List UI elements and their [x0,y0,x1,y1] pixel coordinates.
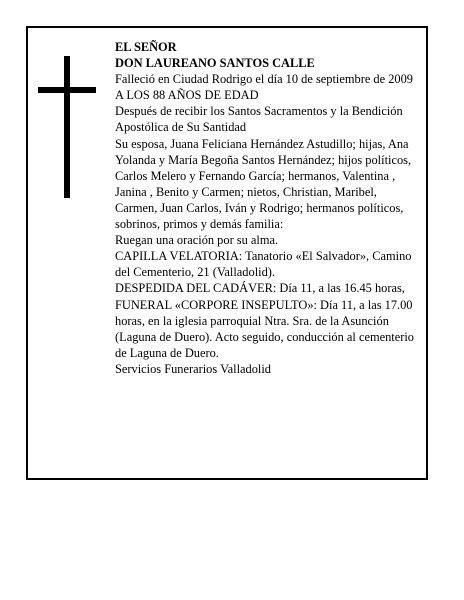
heading-title: EL SEÑOR [115,40,177,54]
family-list: Su esposa, Juana Feliciana Hernández Astudillo; hijas, Ana Yolanda y María Begoña Santos Hernández; hijos políticos, Carlos Melero y Fernando García; hermanos, Valentina , Janina , Benito y Carmen; nietos, Christian, Maribel, Carmen, Juan Carlos, Iván y Rodrigo; hermanos políticos, sobrinos, primos y demás familia: [115,136,412,232]
death-info: Falleció en Ciudad Rodrigo el día 10 de septiembre de 2009 [115,72,413,87]
prayer-request: Ruegan una oración por su alma. [115,233,279,248]
funeral-services: Servicios Funerarios Valladolid [115,361,272,376]
funeral-info: FUNERAL «CORPORE INSEPULTO»: Día 11, a las 17.00 horas, en la iglesia parroquial Ntra. Sra. de la Asunción (Laguna de Duero). Acto seguido, conducción al cementerio de Laguna de Duero. [115,297,414,360]
age-at-death: A LOS 88 AÑOS DE EDAD [115,88,259,103]
obituary-text [115,39,421,377]
deceased-name: DON LAUREANO SANTOS CALLE [115,56,315,71]
cross-horizontal-bar [38,87,96,93]
farewell-info: DESPEDIDA DEL CADÁVER: Día 11, a las 16.45 horas, [115,281,405,296]
chapel-info: CAPILLA VELATORIA: Tanatorio «El Salvador», Camino del Cementerio, 21 (Valladolid). [115,249,412,280]
sacraments-text: Después de recibir los Santos Sacramentos y la Bendición Apostólica de Su Santidad [115,104,403,135]
obituary-notice [26,26,428,480]
latin-cross-icon [38,56,96,198]
cross-vertical-bar [64,56,70,198]
